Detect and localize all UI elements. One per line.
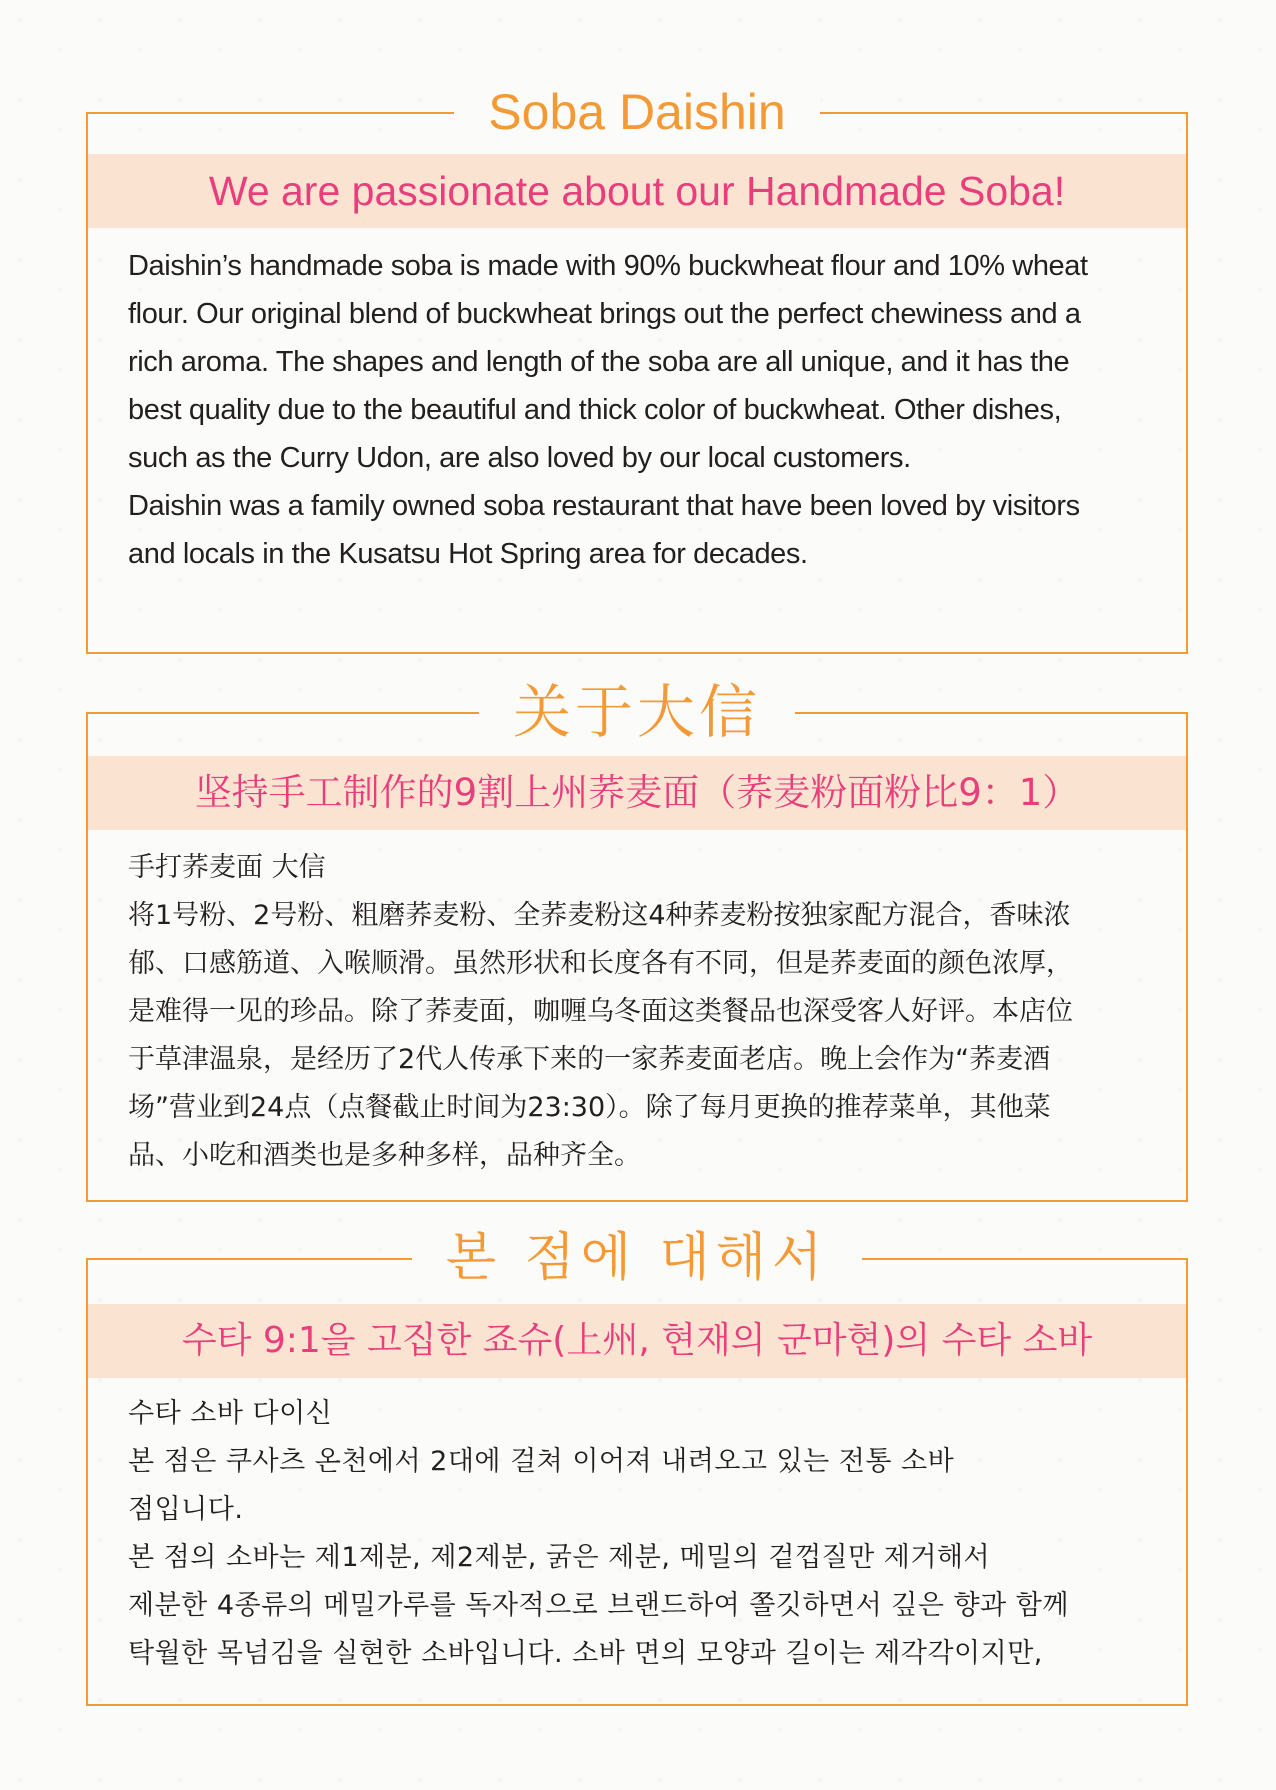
body-text-kr <box>128 1390 1156 1678</box>
text-line: 탁월한 목넘김을 실현한 소바입니다. 소바 면의 모양과 길이는 제각각이지만, <box>128 1638 1043 1669</box>
text-line: 于草津温泉，是经历了2代人传承下来的一家荞麦面老店。晚上会作为“荞麦酒 <box>128 1044 1051 1075</box>
text-line: flour. Our original blend of buckwheat brings out the perfect chewiness and a <box>128 298 1081 330</box>
korean-section <box>86 1228 1188 1706</box>
text-line: Daishin’s handmade soba is made with 90% buckwheat flour and 10% wheat <box>128 250 1088 282</box>
text-line: 본 점은 쿠사츠 온천에서 2대에 걸쳐 이어져 내려오고 있는 전통 소바 <box>128 1446 955 1477</box>
text-line: best quality due to the beautiful and thick color of buckwheat. Other dishes, <box>128 394 1062 426</box>
tagline-kr: 수타 9:1을 고집한 죠슈(上州, 현재의 군마현)의 수타 소바 <box>181 1320 1093 1361</box>
text-line: rich aroma. The shapes and length of the soba are all unique, and it has the <box>128 346 1070 378</box>
text-line: 본 점의 소바는 제1제분, 제2제분, 굵은 제분, 메밀의 겉껍질만 제거해서 <box>128 1542 991 1573</box>
text-line: 手打荞麦面 大信 <box>128 852 326 883</box>
text-line: 将1号粉、2号粉、粗磨荞麦粉、全荞麦粉这4种荞麦粉按独家配方混合，香味浓 <box>128 900 1071 931</box>
text-line: 场”营业到24点（点餐截止时间为23:30）。除了每月更换的推荐菜单，其他菜 <box>128 1092 1051 1123</box>
text-line: 郁、口感筋道、入喉顺滑。虽然形状和长度各有不同，但是荞麦面的颜色浓厚， <box>128 948 1073 979</box>
text-line: 是难得一见的珍品。除了荞麦面，咖喱乌冬面这类餐品也深受客人好评。本店位 <box>128 996 1073 1027</box>
english-section <box>86 84 1188 654</box>
tagline-cn: 坚持手工制作的9割上州荞麦面（荞麦粉面粉比9：1） <box>194 771 1080 814</box>
section-title-kr: 본 점에 대해서 <box>412 1218 862 1298</box>
text-line: 점입니다. <box>128 1494 244 1525</box>
tagline-en: We are passionate about our Handmade Soba! <box>208 168 1066 214</box>
text-line: Daishin was a family owned soba restaurant that have been loved by visitors <box>128 490 1080 522</box>
section-title-en: Soba Daishin <box>454 72 819 152</box>
body-text-en <box>128 242 1156 578</box>
text-line: and locals in the Kusatsu Hot Spring area for decades. <box>128 538 808 570</box>
text-line: 제분한 4종류의 메밀가루를 독자적으로 브랜드하여 쫄깃하면서 깊은 향과 함께 <box>128 1590 1069 1621</box>
section-title-cn: 关于大信 <box>479 672 795 752</box>
tagline-band-cn <box>88 756 1186 830</box>
body-text-cn <box>128 844 1156 1180</box>
text-line: 品、小吃和酒类也是多种多样，品种齐全。 <box>128 1140 641 1171</box>
tagline-band-kr <box>88 1304 1186 1378</box>
tagline-band-en <box>88 154 1186 228</box>
text-line: 수타 소바 다이신 <box>128 1398 333 1429</box>
text-line: such as the Curry Udon, are also loved by our local customers. <box>128 442 911 474</box>
chinese-section <box>86 678 1188 1202</box>
